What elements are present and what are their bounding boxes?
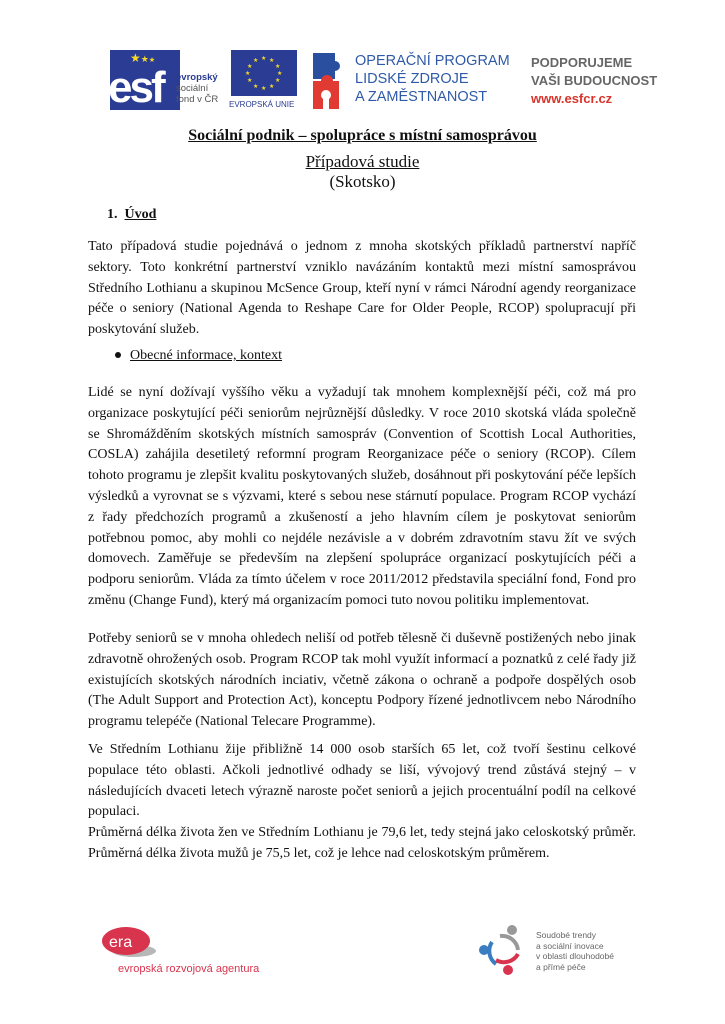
document-title: Sociální podnik – spolupráce s místní samosprávou	[188, 127, 537, 144]
eu-label: EVROPSKÁ UNIE	[229, 100, 295, 109]
document-subtitle-block	[0, 152, 725, 192]
trends-line3: v oblasti dlouhodobé	[536, 951, 614, 961]
trends-line1: Soudobé trendy	[536, 930, 597, 940]
esf-text	[176, 72, 218, 105]
esf-line3: fond v ČR	[176, 94, 219, 105]
document-country: (Skotsko)	[329, 172, 396, 191]
esf-line2: sociální	[176, 83, 209, 94]
section-heading	[107, 207, 156, 223]
op-line3: A ZAMĚSTNANOST	[355, 89, 488, 105]
eu-flag-icon: ★ ★ ★ ★ ★ ★ ★ ★ ★ ★ ★ ★	[231, 50, 297, 96]
section-number: 1.	[107, 207, 118, 222]
bullet-icon	[115, 352, 121, 358]
op-line2: LIDSKÉ ZDROJE	[355, 71, 469, 87]
era-name: evropská rozvojová agentura	[118, 963, 260, 975]
support-line2: VAŠI BUDOUCNOST	[531, 73, 658, 88]
esf-stars-icon: ★★★	[130, 51, 156, 65]
op-text	[355, 52, 510, 106]
bullet-label: Obecné informace, kontext	[130, 348, 282, 363]
trends-logo	[478, 922, 638, 982]
eu-logo	[229, 50, 299, 114]
paragraph: Potřeby seniorů se v mnoha ohledech neliší od potřeb tělesně či duševně postižených nebo jinak zdravotně ohrožených osob. Program RCOP tak mohl využít informací a poznatků z celé řady již existujících skotských národních inciativ, včetně zákona o ochraně a podpoře dospělých osob (The Adult Support and Protection Act), konceptu Podpory řízené jednotlivcem nebo Národního programu telepéče (National Telecare Programme).	[88, 631, 636, 730]
op-line1: OPERAČNÍ PROGRAM	[355, 53, 510, 69]
era-logo-icon	[100, 925, 160, 959]
esf-letters: esf	[108, 63, 163, 112]
trends-text	[536, 930, 614, 972]
paragraph: Průměrná délka života žen ve Středním Lothianu je 79,6 let, tedy stejná jako celoskotský průměr. Průměrná délka života mužů je 75,5 let, což je lehce nad celoskotským průměrem.	[88, 825, 636, 861]
support-line1: PODPORUJEME	[531, 55, 633, 70]
trends-line2: a sociální inovace	[536, 940, 604, 951]
header-logos	[108, 48, 668, 114]
op-logo	[311, 48, 511, 114]
intro-paragraph: Tato případová studie pojednává o jednom z mnoha skotských příkladů partnerství napříč sektory. Toto konkrétní partnerství vzniklo navázáním kontaktů mezi místní samosprávou Středního Lothianu a skupinou McSence Group, kteří nyní v rámci Národní agendy reorganizace péče o seniory (National Agenda to Reshape Care for Older People, RCOP) spolupracují při poskytování služeb.	[88, 239, 636, 338]
esf-line1: evropský	[176, 72, 218, 83]
document-subtitle: Případová studie	[305, 152, 420, 171]
support-url-link[interactable]: www.esfcr.cz	[531, 91, 613, 106]
section-title: Úvod	[124, 207, 157, 222]
era-logo	[100, 925, 280, 980]
trends-line4: a přímé péče	[536, 961, 586, 972]
people-circle-icon	[478, 924, 528, 976]
paragraph: Lidé se nyní dožívají vyššího věku a vyžadují tak mnohem komplexnější péči, což má pro organizace poskytující péči seniorům nejrůznější důsledky. V roce 2010 skotská vláda společně se Shromážděním skotských místních samospráv (Convention of Scottish Local Authorities, COSLA) zahájila desetiletý reformní program Reorganizace péče o seniory (RCOP). Cílem tohoto programu je zlepšit kvalitu poskytovaných služeb, dosáhnout při poskytování péče lepších výsledků a vyrovnat se s výzvami, které s sebou nese stárnutí populace. Program RCOP vychází z řady předchozích programů a zkušeností a jeho hlavním cílem je poskytovat seniorům potřebnou pomoc, aby mohli co nejdéle nezávisle a v dobrém zdravotním stavu žít ve svých domovech. Zaměřuje se především na zlepšení spolupráce organizací poskytujících péči a podporu seniorům. Vláda za tímto účelem v roce 2011/2012 představila speciální fond, Fond pro změnu (Change Fund), který má organizacím pomoci tuto novou politiku implementovat.	[88, 385, 636, 608]
support-text	[531, 54, 657, 108]
paragraph: Ve Středním Lothianu žije přibližně 14 000 osob starších 65 let, což tvoří šestinu celkové populace této oblasti. Ačkoli jednotlivé odhady se liší, vývojový trend zůstává stejný – v následujících dvaceti letech výrazně naroste počet seniorů a jejich procentuální podíl na celkové populaci.	[88, 742, 636, 820]
bullet-item	[115, 348, 282, 364]
esf-logo	[108, 48, 226, 112]
era-logo-text: era	[109, 934, 133, 951]
puzzle-icon	[311, 51, 349, 111]
